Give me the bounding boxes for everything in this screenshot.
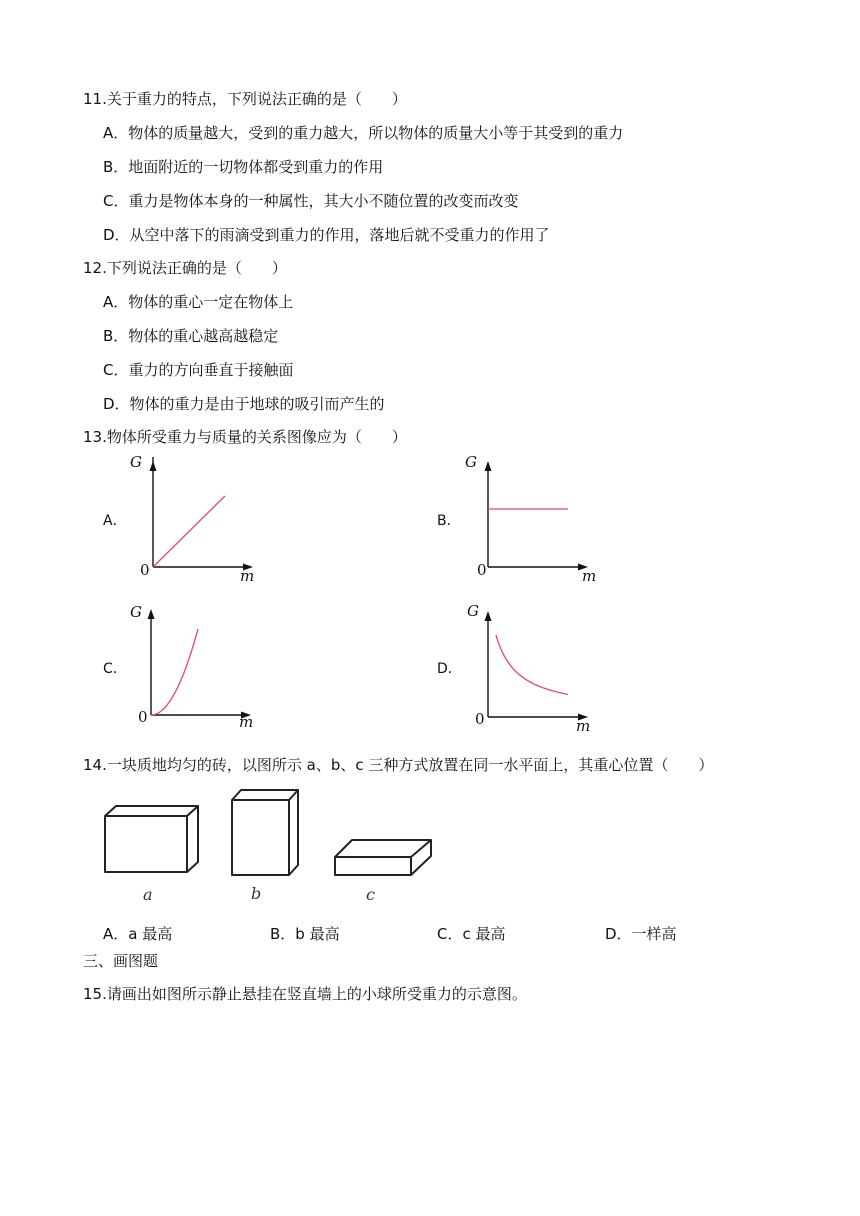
q11-stem: 11.关于重力的特点，下列说法正确的是（ ） — [83, 90, 407, 108]
q13-graph-c-label: C． — [103, 661, 127, 677]
x-axis-label: m — [576, 717, 591, 735]
q13-graph-b-label: B． — [437, 513, 461, 529]
brick-b-label: b — [251, 884, 262, 903]
y-axis-arrow — [485, 461, 492, 471]
q12-option-b: B．物体的重心越高越稳定 — [103, 327, 279, 345]
y-axis-arrow — [150, 461, 157, 471]
brick-a-label: a — [143, 885, 153, 904]
y-axis-label: G — [465, 453, 477, 471]
y-axis-arrow — [148, 609, 155, 619]
brick-a — [105, 806, 198, 872]
q13-graph-a — [130, 453, 268, 585]
origin-label: 0 — [138, 708, 148, 726]
q14-bricks-figure — [95, 782, 445, 910]
brick-c-label: c — [366, 885, 375, 904]
q12-option-d: D．物体的重力是由于地球的吸引而产生的 — [103, 395, 385, 413]
section-title: 三、画图题 — [83, 952, 159, 970]
y-axis-label: G — [130, 453, 142, 471]
q14-stem: 14.一块质地均匀的砖，以图所示 a、b、c 三种方式放置在同一水平面上，其重心位置（ ） — [83, 756, 714, 774]
y-axis-label: G — [130, 603, 142, 621]
origin-label: 0 — [475, 710, 485, 728]
q14-option-b: B．b 最高 — [270, 925, 340, 943]
q13-stem: 13.物体所受重力与质量的关系图像应为（ ） — [83, 428, 407, 446]
q13-graph-d-label: D． — [437, 661, 462, 677]
graph-b-svg — [465, 453, 603, 585]
graph-d-svg — [467, 602, 603, 735]
q13-graph-c — [130, 603, 268, 733]
q13-graph-a-label: A． — [103, 513, 127, 529]
q13-graph-d — [467, 602, 603, 735]
curve — [496, 635, 568, 694]
graph-c-svg — [130, 603, 268, 733]
q12-stem: 12.下列说法正确的是（ ） — [83, 259, 287, 277]
x-axis-label: m — [582, 567, 597, 585]
bricks-svg — [95, 782, 445, 910]
curve — [153, 496, 225, 567]
q15-stem: 15.请画出如图所示静止悬挂在竖直墙上的小球所受重力的示意图。 — [83, 985, 527, 1003]
origin-label: 0 — [140, 561, 150, 579]
curve — [151, 629, 198, 715]
q11-option-c: C．重力是物体本身的一种属性，其大小不随位置的改变而改变 — [103, 192, 519, 210]
q12-option-a: A．物体的重心一定在物体上 — [103, 293, 294, 311]
q14-option-c: C．c 最高 — [437, 925, 506, 943]
origin-label: 0 — [477, 561, 487, 579]
q14-option-a: A．a 最高 — [103, 925, 173, 943]
q11-option-b: B．地面附近的一切物体都受到重力的作用 — [103, 158, 384, 176]
x-axis-label: m — [239, 713, 254, 731]
brick-b — [232, 790, 298, 875]
q13-graph-b — [465, 453, 603, 585]
q14-option-d: D．一样高 — [605, 925, 677, 943]
x-axis-label: m — [240, 567, 255, 585]
q11-option-d: D．从空中落下的雨滴受到重力的作用，落地后就不受重力的作用了 — [103, 226, 550, 244]
q12-option-c: C．重力的方向垂直于接触面 — [103, 361, 294, 379]
y-axis-arrow — [485, 611, 492, 621]
q11-option-a: A．物体的质量越大，受到的重力越大，所以物体的质量大小等于其受到的重力 — [103, 124, 624, 142]
brick-c — [335, 840, 431, 875]
graph-a-svg — [130, 453, 268, 585]
y-axis-label: G — [467, 602, 479, 620]
